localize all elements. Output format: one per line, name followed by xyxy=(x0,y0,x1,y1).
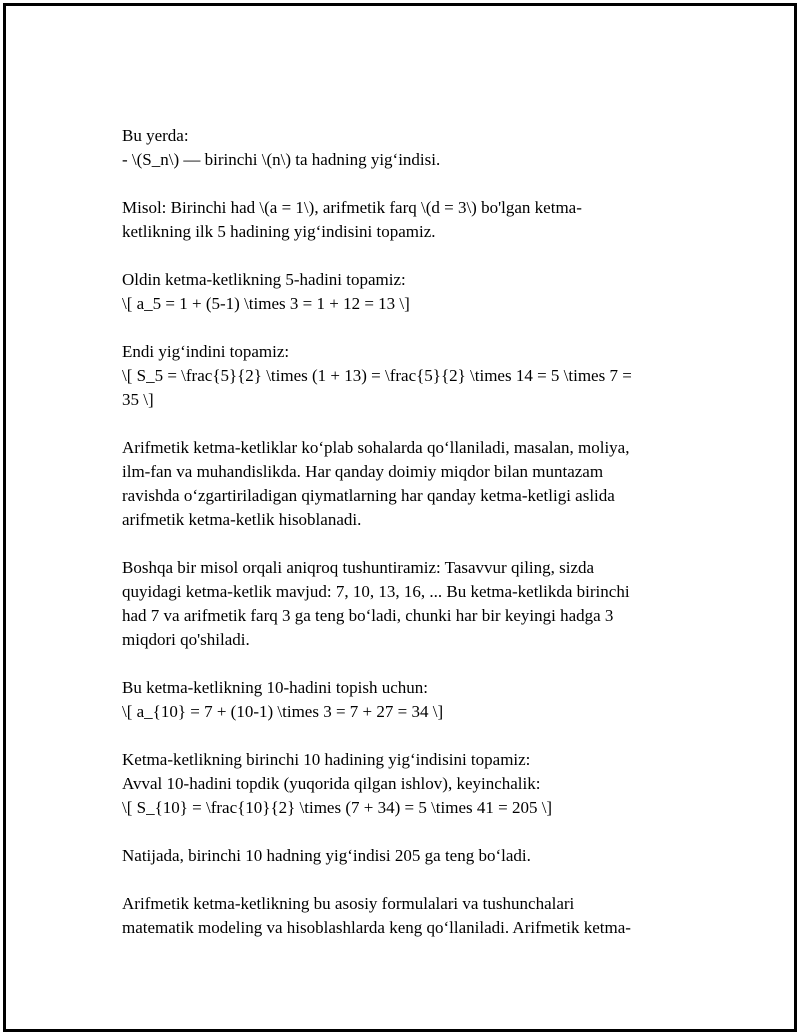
paragraph-fifth-term: Oldin ketma-ketlikning 5-hadini topamiz: \[ a_5 = 1 + (5-1) \times 3 = 1 + 12 = 13 \] xyxy=(122,270,410,313)
page-frame xyxy=(3,3,797,1032)
paragraph-tenth-term: Bu ketma-ketlikning 10-hadini topish uchun: \[ a_{10} = 7 + (10-1) \times 3 = 7 + 27 = 34 \] xyxy=(122,678,444,721)
paragraph-applications: Arifmetik ketma-ketliklar ko‘plab sohalarda qo‘llaniladi, masalan, moliya, ilm-fan va muhandislikda. Har qanday doimiy miqdor bilan muntazam ravishda o‘zgartiriladigan qiymatlarning har qanday ketma-ketligi aslida arifmetik ketma-ketlik hisoblanadi. xyxy=(122,438,630,529)
paragraph-second-example: Boshqa bir misol orqali aniqroq tushuntiramiz: Tasavvur qiling, sizda quyidagi ketma-ketlik mavjud: 7, 10, 13, 16, ... Bu ketma-ketlikda birinchi had 7 va arifmetik farq 3 ga teng bo‘ladi, chunki har bir keyingi hadga 3 miqdori qo'shiladi. xyxy=(122,558,630,649)
paragraph-sum-five: Endi yig‘indini topamiz: \[ S_5 = \frac{5}{2} \times (1 + 13) = \frac{5}{2} \times 14 = 5 \times 7 = 35 \] xyxy=(122,342,632,409)
paragraph-result: Natijada, birinchi 10 hadning yig‘indisi 205 ga teng bo‘ladi. xyxy=(122,846,531,865)
paragraph-definition: Bu yerda: - \(S_n\) — birinchi \(n\) ta hadning yig‘indisi. xyxy=(122,126,441,169)
document-body xyxy=(122,124,682,964)
paragraph-example-intro: Misol: Birinchi had \(a = 1\), arifmetik farq \(d = 3\) bo'lgan ketma- ketlikning ilk 5 hadining yig‘indisini topamiz. xyxy=(122,198,582,241)
paragraph-sum-ten: Ketma-ketlikning birinchi 10 hadining yig‘indisini topamiz: Avval 10-hadini topdik (yuqorida qilgan ishlov), keyinchalik: \[ S_{10} = \frac{10}{2} \times (7 + 34) = 5 \times 41 = 205 \] xyxy=(122,750,553,817)
paragraph-conclusion: Arifmetik ketma-ketlikning bu asosiy formulalari va tushunchalari matematik modeling va hisoblashlarda keng qo‘llaniladi. Arifmetik ketma- xyxy=(122,894,631,937)
